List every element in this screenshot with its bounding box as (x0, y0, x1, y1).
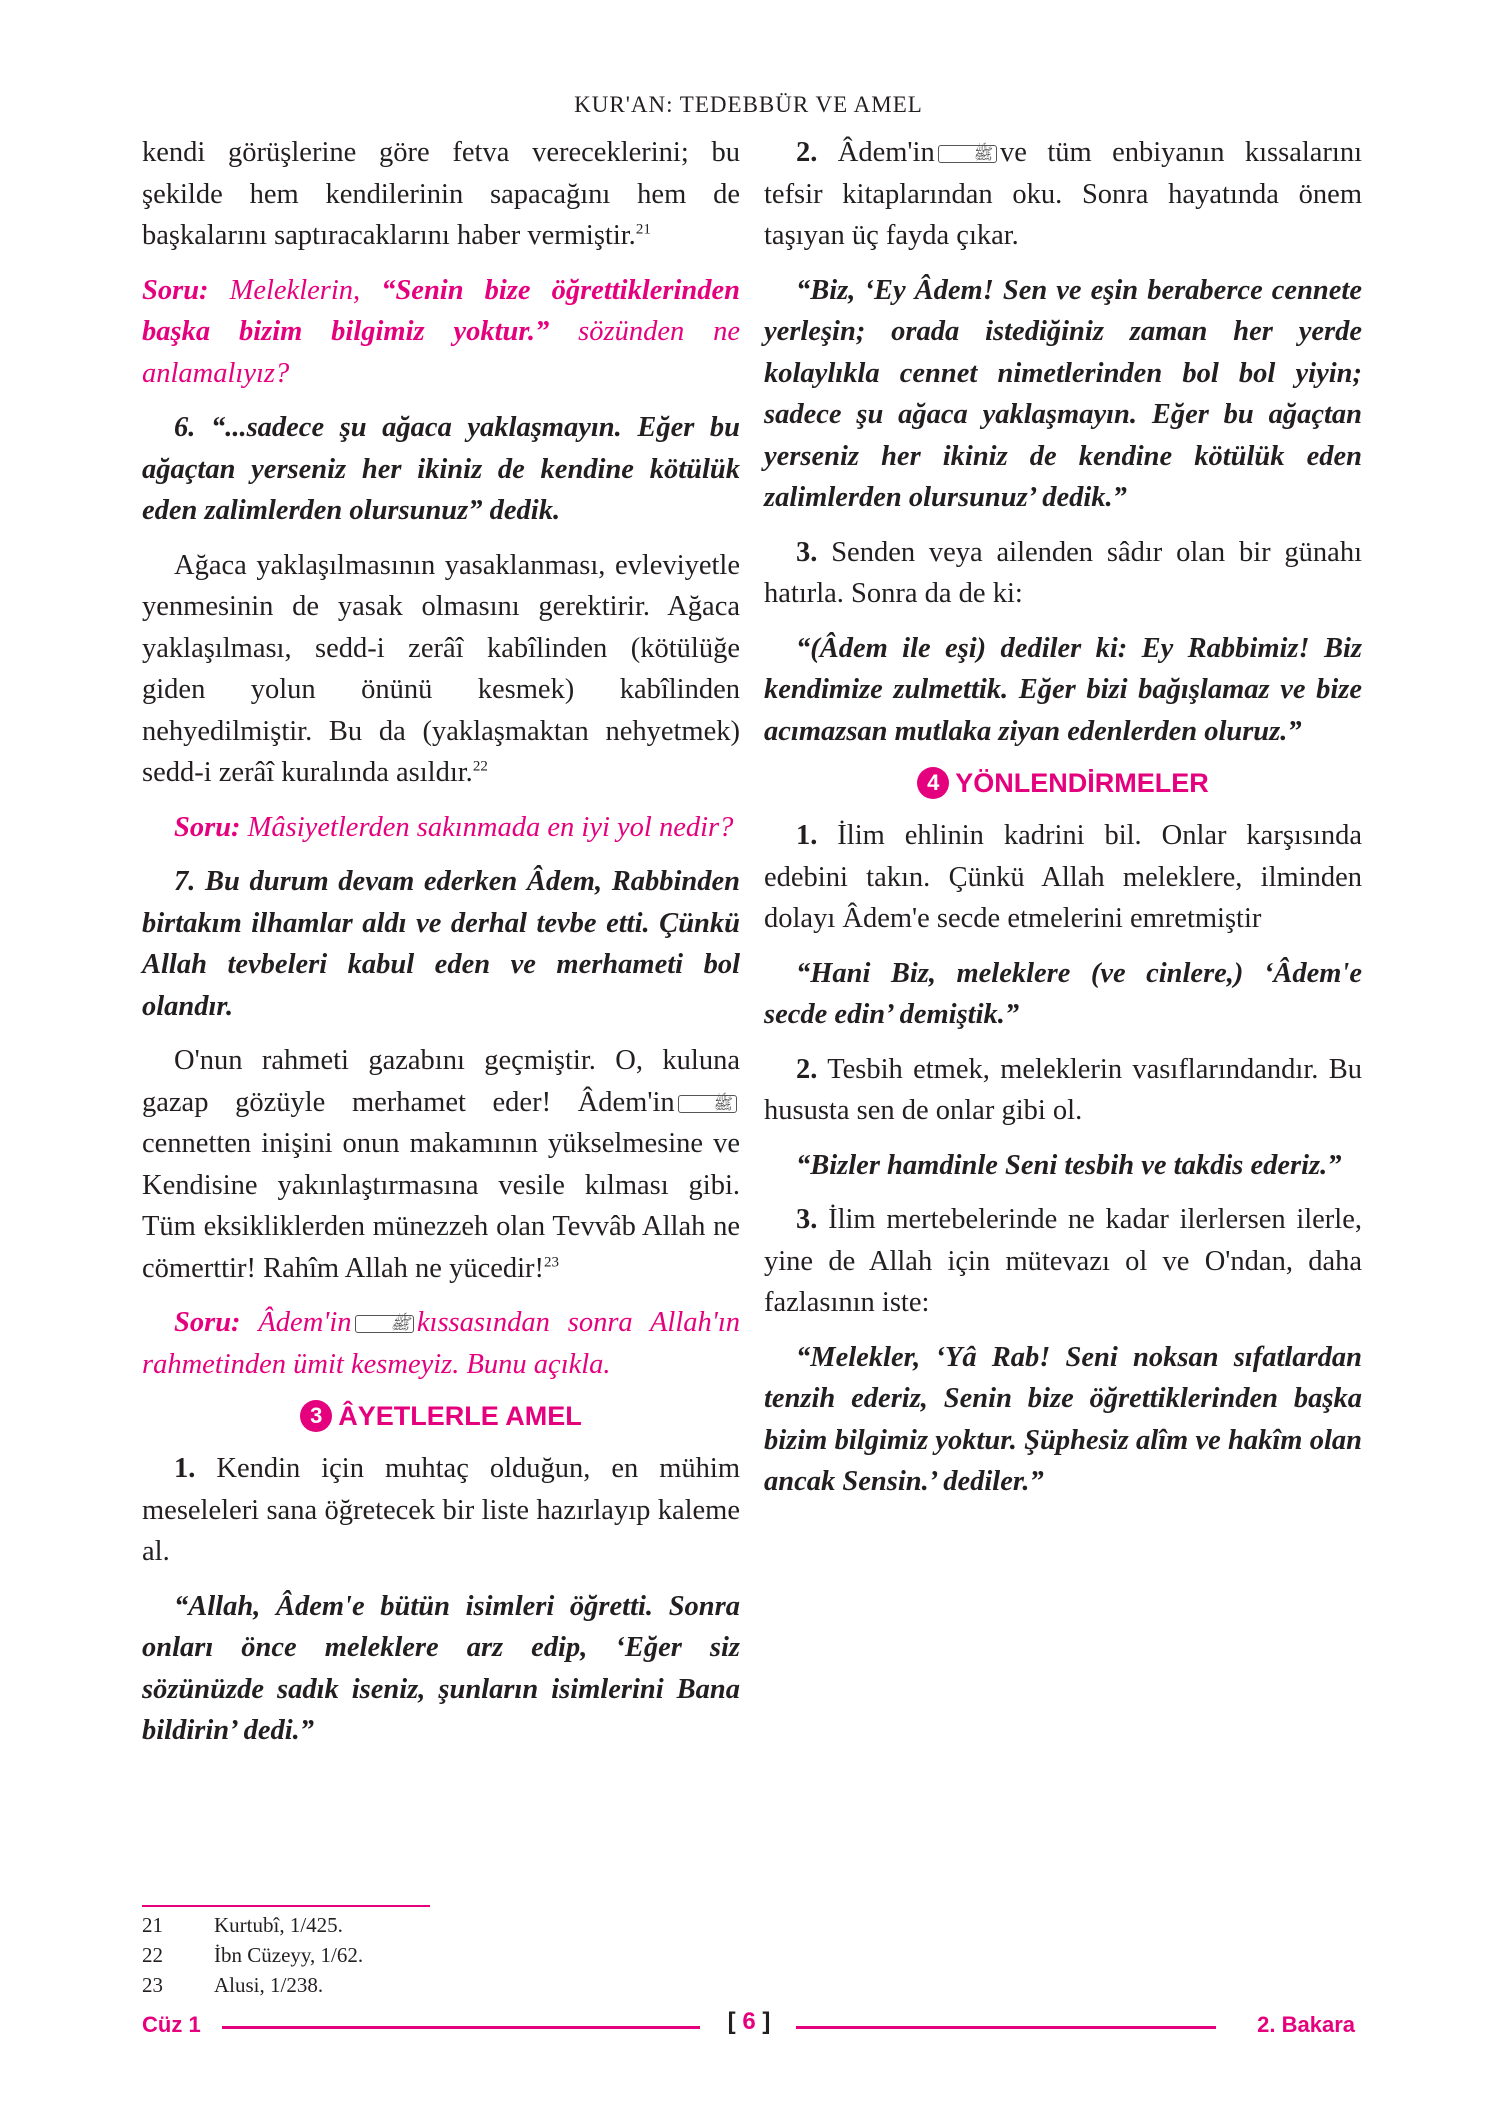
surah-label: 2. Bakara (1257, 2012, 1355, 2037)
paragraph: 1. Kendin için muhtaç olduğun, en mühim meseleleri sana öğretecek bir liste hazırlayıp kaleme al. (142, 1453, 740, 1567)
paragraph: 3. Senden veya ailenden sâdır olan bir günahı hatırla. Sonra da de ki: (764, 536, 1362, 609)
salawat-icon: ﷺ (938, 145, 997, 163)
verse: “Allah, Âdem'e bütün isimleri öğretti. Sonra onları önce meleklere arz edip, ‘Eğer siz sözünüzde sadık iseniz, şunların isimlerini Bana bildirin’ dedi.” (142, 1590, 740, 1746)
verse: 7. Bu durum devam ederken Âdem, Rabbinden birtakım ilhamlar aldı ve derhal tevbe etti. Çünkü Allah tevbeleri kabul eden ve merhameti bol olandır. (142, 866, 740, 1022)
running-header: KUR'AN: TEDEBBÜR VE AMEL (574, 92, 923, 117)
section-heading: 3 ÂYETLERLE AMEL (142, 1398, 740, 1434)
paragraph: Ağaca yaklaşılmasının yasaklanması, evleviyetle yenmesinin de yasak olmasını gerektirir. Ağaca yaklaşılması, sedd-i zerâî kabîlinden (kötülüğe giden yolun önünü kesmek) kabîlinden nehyedilmiştir. Bu da (yaklaşmaktan nehyetmek) sedd-i zerâî kuralında asıldır.$^{22}$ (142, 549, 740, 788)
footer-rule (796, 2026, 1216, 2029)
paragraph: O'nun rahmeti gazabını geçmiştir. O, kuluna gazap gözüyle merhamet eder! Âdem'in ﷺcennetten inişini onun makamının yükselmesine ve Kendisine yakınlaştırmasına vesile kılması gibi. Tüm eksikliklerden münezzeh olan Tevvâb Allah ne cömerttir! Rahîm Allah ne yücedir!$^{23}$ (142, 1045, 740, 1284)
page-number: [ 6 ] (727, 2008, 771, 2035)
question: Soru: Mâsiyetlerden sakınmada en iyi yol nedir? (174, 811, 734, 843)
section-number-badge: 4 (917, 767, 949, 799)
juz-label: Cüz 1 (142, 2012, 201, 2037)
verse: “(Âdem ile eşi) dediler ki: Ey Rabbimiz! Biz kendimize zulmettik. Eğer bizi bağışlamaz ve bize acımazsan mutlaka ziyan edenlerden oluruz.” (764, 632, 1362, 747)
footnote-ref[interactable]: 22 (472, 758, 488, 775)
section-number-badge: 3 (300, 1400, 332, 1432)
paragraph: 3. İlim mertebelerinde ne kadar ilerlersen ilerle, yine de Allah için mütevazı ol ve O'ndan, daha fazlasının iste: (764, 1204, 1362, 1318)
paragraph: 2. Tesbih etmek, meleklerin vasıflarındandır. Bu hususta sen de onlar gibi ol. (764, 1053, 1362, 1126)
paragraph: 1. İlim ehlinin kadrini bil. Onlar karşısında edebini takın. Çünkü Allah meleklere, ilminden dolayı Âdem'e secde etmelerini emretmiştir (764, 820, 1362, 934)
page-footer (0, 2008, 1497, 2048)
verse: “Melekler, ‘Yâ Rab! Seni noksan sıfatlardan tenzih ederiz, Senin bize öğrettiklerinden başka bizim bilgimiz yoktur. Şüphesiz alîm ve hakîm olan ancak Sensin.’ dediler.” (764, 1341, 1362, 1497)
footnote: 21 Kurtubî, 1/425. (142, 1913, 343, 1937)
verse: 6. “...sadece şu ağaca yaklaşmayın. Eğer bu ağaçtan yerseniz her ikiniz de kendine kötülük eden zalimlerden olursunuz” dedik. (142, 412, 740, 526)
footnote: 22 İbn Cüzeyy, 1/62. (142, 1943, 364, 1967)
question: Soru: Meleklerin, “Senin bize öğrettiklerinden başka bizim bilgimiz yoktur.” sözünden ne anlamalıyız? (142, 274, 740, 389)
footnote-divider (142, 1905, 430, 1907)
paragraph: kendi görüşlerine göre fetva vereceklerini; bu şekilde hem kendilerinin sapacağını hem de başkalarını saptıracaklarını haber vermiştir.$^{21}$ (142, 137, 740, 251)
verse: “Hani Biz, meleklere (ve cinlere,) ‘Âdem'e secde edin’ demiştik.” (764, 957, 1362, 1030)
right-column (764, 132, 1362, 1516)
question: Soru: Âdem'in ﷺ kıssasından sonra Allah'ın rahmetinden ümit kesmeyiz. Bunu açıkla. (142, 1307, 740, 1380)
footnote: 23 Alusi, 1/238. (142, 1973, 324, 1997)
verse: “Biz, ‘Ey Âdem! Sen ve eşin beraberce cennete yerleşin; orada istediğiniz zaman her yerde kolaylıkla cennet nimetlerinden bol bol yiyin; sadece şu ağaca yaklaşmayın. Eğer bu ağaçtan yerseniz her ikiniz de kendine kötülük eden zalimlerden olursunuz’ dedik.” (764, 274, 1362, 513)
section-heading: 4 YÖNLENDİRMELER (764, 765, 1362, 801)
footnote-ref[interactable]: 21 (635, 221, 651, 238)
footnote-ref[interactable]: 23 (544, 1254, 560, 1270)
salawat-icon: ﷺ (355, 1315, 414, 1333)
footer-rule (222, 2026, 700, 2029)
verse: “Bizler hamdinle Seni tesbih ve takdis ederiz.” (796, 1149, 1342, 1181)
salawat-icon: ﷺ (678, 1095, 737, 1113)
left-column (142, 132, 740, 1765)
paragraph: 2. Âdem'in ﷺ ve tüm enbiyanın kıssalarını tefsir kitaplarından oku. Sonra hayatında önem taşıyan üç fayda çıkar. (764, 137, 1362, 251)
